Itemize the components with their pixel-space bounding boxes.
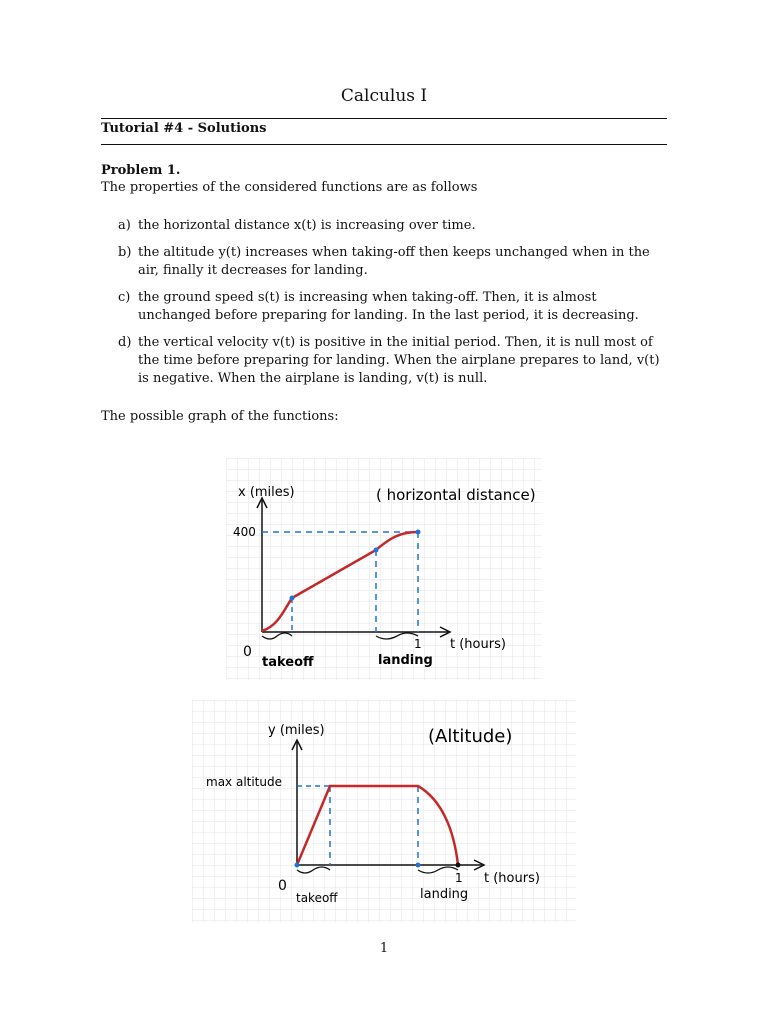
x-tick-label: 1 [455,871,463,885]
list-item [118,334,667,388]
takeoff-point [290,596,295,601]
list-item-text: the horizontal distance x(t) is increasing over time. [138,218,476,233]
graph-title: (Altitude) [428,726,513,747]
list-item-label: a) [118,218,131,233]
origin-label: 0 [243,644,252,660]
y-axis-label: y (miles) [268,723,325,738]
tutorial-title: Tutorial #4 - Solutions [101,121,267,136]
end-point [416,530,421,535]
list-item [118,217,667,235]
y-axis-label: x (miles) [238,485,295,500]
list-item [118,289,667,325]
graph-intro: The possible graph of the functions: [101,409,339,424]
landing-label: landing [420,887,469,902]
list-item-text: the ground speed s(t) is increasing when taking-off. Then, it is almost unchanged before preparing for landing. In the last period, it is decreasing. [138,290,639,323]
problem-title: Problem 1. [101,163,181,178]
landing-label: landing [378,653,433,668]
y-tick-label: max altitude [206,775,282,789]
takeoff-label: takeoff [262,655,314,670]
origin-point [295,863,300,868]
end-point [456,863,461,868]
y-tick-label: 400 [233,525,256,539]
list-item-text: the altitude y(t) increases when taking-off then keeps unchanged when in the air, finally it decreases for landing. [138,245,650,278]
page-number: 1 [379,941,389,956]
horizontal-distance-graph [226,458,542,680]
course-title: Calculus I [340,86,428,106]
bottom-rule [101,144,667,145]
landing-start-point [416,863,421,868]
top-rule [101,118,667,119]
x-axis-label: t (hours) [484,871,540,886]
graph-title: ( horizontal distance) [376,486,536,504]
list-item-label: c) [118,290,131,305]
landing-point [374,548,379,553]
x-tick-label: 1 [414,637,422,651]
takeoff-label: takeoff [296,891,338,905]
problem-intro: The properties of the considered functions are as follows [101,180,478,195]
x-axis-label: t (hours) [450,637,506,652]
list-item [118,244,667,280]
list-item-label: b) [118,245,132,260]
origin-label: 0 [278,878,287,894]
list-item-label: d) [118,335,132,350]
grid-background [192,700,576,922]
altitude-graph [192,700,576,922]
list-item-text: the vertical velocity v(t) is positive in the initial period. Then, it is null most of the time before preparing for landing. When the airplane prepares to land, v(t) is negative. When the airplane is landing, v(t) is null. [138,335,660,386]
